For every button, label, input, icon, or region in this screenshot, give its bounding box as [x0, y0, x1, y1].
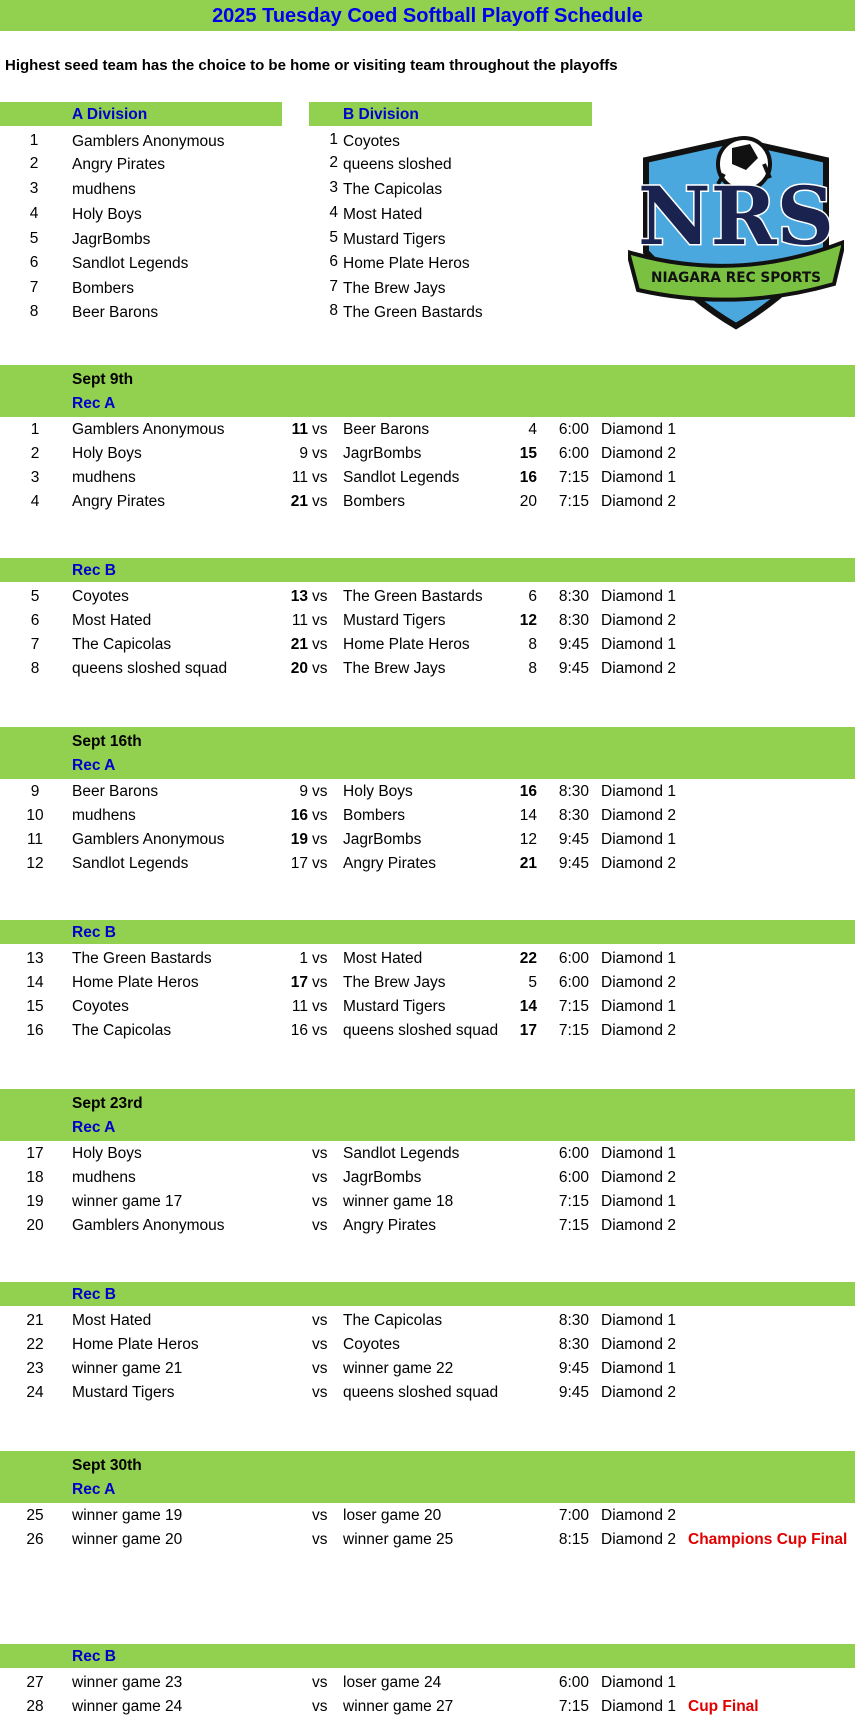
game-number: 26 — [26, 1531, 44, 1548]
game-field: Diamond 2 — [601, 855, 676, 872]
a-seed-number: 5 — [29, 230, 39, 247]
away-score: 8 — [528, 636, 537, 653]
section-header-bar — [0, 1644, 855, 1668]
game-field: Diamond 1 — [601, 1312, 676, 1329]
away-team: Most Hated — [343, 950, 423, 967]
away-team: Home Plate Heros — [343, 636, 470, 653]
a-seed-team: mudhens — [72, 181, 136, 198]
away-score: 15 — [519, 445, 537, 462]
game-number: 18 — [26, 1169, 44, 1186]
away-score: 16 — [519, 783, 537, 800]
game-field: Diamond 1 — [601, 998, 676, 1015]
away-team: The Capicolas — [343, 1312, 443, 1329]
away-score: 4 — [528, 421, 537, 438]
b-seed-number: 7 — [329, 278, 338, 295]
vs-label: vs — [312, 831, 328, 848]
home-team: Gamblers Anonymous — [72, 421, 225, 438]
away-team: queens sloshed squad — [343, 1384, 499, 1401]
home-score: 21 — [290, 636, 308, 653]
game-number: 8 — [30, 660, 40, 677]
away-team: Mustard Tigers — [343, 998, 446, 1015]
home-score: 9 — [299, 783, 308, 800]
game-time: 8:30 — [558, 1312, 589, 1329]
home-score: 19 — [290, 831, 308, 848]
vs-label: vs — [312, 950, 328, 967]
a-seed-number: 7 — [29, 279, 39, 296]
vs-label: vs — [312, 1384, 328, 1401]
game-time: 9:45 — [558, 855, 589, 872]
home-score: 1 — [299, 950, 308, 967]
away-score: 6 — [528, 588, 537, 605]
game-field: Diamond 1 — [601, 636, 676, 653]
b-division-label: B Division — [343, 106, 419, 123]
logo-letters: NRS — [638, 169, 834, 263]
home-team: Coyotes — [72, 998, 129, 1015]
game-number: 1 — [30, 421, 40, 438]
vs-label: vs — [312, 421, 328, 438]
game-time: 7:15 — [558, 1193, 589, 1210]
home-score: 9 — [299, 445, 308, 462]
away-score: 14 — [519, 998, 537, 1015]
game-field: Diamond 2 — [601, 612, 676, 629]
game-number: 10 — [26, 807, 44, 824]
game-number: 15 — [26, 998, 44, 1015]
home-score: 11 — [291, 469, 308, 486]
b-seed-number: 1 — [329, 131, 338, 148]
game-number: 17 — [26, 1145, 44, 1162]
game-number: 9 — [30, 783, 40, 800]
away-team: Holy Boys — [343, 783, 413, 800]
home-team: queens sloshed squad — [72, 660, 228, 677]
game-time: 6:00 — [558, 421, 589, 438]
away-score: 20 — [519, 493, 537, 510]
game-time: 6:00 — [558, 445, 589, 462]
game-number: 19 — [26, 1193, 44, 1210]
b-seed-number: 4 — [329, 204, 338, 221]
home-team: mudhens — [72, 469, 136, 486]
home-score: 11 — [291, 612, 308, 629]
game-field: Diamond 2 — [601, 1169, 676, 1186]
a-seed-number: 3 — [29, 180, 39, 197]
home-team: Angry Pirates — [72, 493, 166, 510]
vs-label: vs — [312, 998, 328, 1015]
home-score: 17 — [290, 855, 308, 872]
logo-banner-text: NIAGARA REC SPORTS — [651, 270, 821, 286]
home-score: 13 — [290, 588, 308, 605]
vs-label: vs — [312, 783, 328, 800]
b-seed-team: queens sloshed — [343, 156, 452, 173]
final-note: Champions Cup Final — [688, 1531, 848, 1548]
game-field: Diamond 1 — [601, 1674, 676, 1691]
section-header-bar — [0, 1282, 855, 1306]
game-number: 2 — [30, 445, 40, 462]
section-label: Rec A — [72, 395, 116, 412]
game-field: Diamond 2 — [601, 807, 676, 824]
game-field: Diamond 2 — [601, 660, 676, 677]
b-seed-team: The Green Bastards — [343, 304, 483, 321]
home-team: The Green Bastards — [72, 950, 212, 967]
game-field: Diamond 1 — [601, 469, 676, 486]
home-team: winner game 19 — [72, 1507, 183, 1524]
final-note: Cup Final — [688, 1698, 759, 1715]
away-team: Angry Pirates — [343, 855, 437, 872]
a-seed-number: 8 — [29, 303, 39, 320]
game-field: Diamond 2 — [601, 974, 676, 991]
game-time: 8:30 — [558, 783, 589, 800]
section-label: Rec A — [72, 1119, 116, 1136]
away-team: winner game 22 — [343, 1360, 454, 1377]
a-seed-number: 6 — [29, 254, 39, 271]
home-team: winner game 24 — [72, 1698, 183, 1715]
home-team: Mustard Tigers — [72, 1384, 175, 1401]
game-field: Diamond 2 — [601, 1336, 676, 1353]
home-score: 11 — [291, 421, 308, 438]
b-seed-number: 3 — [329, 179, 338, 196]
home-team: Beer Barons — [72, 783, 159, 800]
a-seed-number: 2 — [29, 155, 39, 172]
vs-label: vs — [312, 493, 328, 510]
game-time: 8:30 — [558, 588, 589, 605]
a-seed-team: Beer Barons — [72, 304, 159, 321]
vs-label: vs — [312, 588, 328, 605]
b-seed-number: 5 — [329, 229, 338, 246]
home-team: winner game 20 — [72, 1531, 183, 1548]
game-field: Diamond 2 — [601, 1384, 676, 1401]
away-score: 22 — [519, 950, 537, 967]
home-team: The Capicolas — [72, 636, 172, 653]
away-score: 14 — [519, 807, 537, 824]
away-team: Sandlot Legends — [343, 1145, 460, 1162]
away-score: 12 — [519, 831, 537, 848]
game-field: Diamond 1 — [601, 1360, 676, 1377]
home-team: winner game 17 — [72, 1193, 183, 1210]
b-seed-number: 2 — [329, 154, 338, 171]
away-team: The Green Bastards — [343, 588, 483, 605]
home-team: Holy Boys — [72, 445, 142, 462]
a-seed-team: Sandlot Legends — [72, 255, 189, 272]
home-team: winner game 21 — [72, 1360, 183, 1377]
game-time: 7:15 — [558, 469, 589, 486]
b-seed-team: The Capicolas — [343, 181, 443, 198]
away-team: Angry Pirates — [343, 1217, 437, 1234]
game-field: Diamond 1 — [601, 421, 676, 438]
game-field: Diamond 2 — [601, 1022, 676, 1039]
game-time: 7:00 — [558, 1507, 589, 1524]
away-score: 17 — [519, 1022, 537, 1039]
home-score: 11 — [291, 998, 308, 1015]
b-seed-number: 8 — [329, 302, 338, 319]
home-team: winner game 23 — [72, 1674, 183, 1691]
game-time: 6:00 — [558, 950, 589, 967]
vs-label: vs — [312, 855, 328, 872]
game-time: 8:15 — [558, 1531, 589, 1548]
game-number: 4 — [30, 493, 40, 510]
section-label: Rec B — [72, 1648, 116, 1665]
game-number: 25 — [26, 1507, 44, 1524]
vs-label: vs — [312, 1698, 328, 1715]
home-team: mudhens — [72, 807, 136, 824]
vs-label: vs — [312, 445, 328, 462]
game-time: 6:00 — [558, 974, 589, 991]
game-number: 28 — [26, 1698, 44, 1715]
week-date: Sept 9th — [72, 371, 134, 388]
vs-label: vs — [312, 1360, 328, 1377]
game-time: 9:45 — [558, 636, 589, 653]
b-seed-number: 6 — [329, 253, 338, 270]
game-time: 9:45 — [558, 660, 589, 677]
a-seed-team: JagrBombs — [72, 231, 151, 248]
game-number: 20 — [26, 1217, 44, 1234]
home-team: Coyotes — [72, 588, 129, 605]
section-header-bar — [0, 558, 855, 582]
away-team: JagrBombs — [343, 1169, 422, 1186]
vs-label: vs — [312, 660, 328, 677]
week-date: Sept 16th — [72, 733, 142, 750]
a-division-label: A Division — [72, 106, 148, 123]
section-label: Rec B — [72, 924, 116, 941]
game-number: 13 — [26, 950, 44, 967]
vs-label: vs — [312, 807, 328, 824]
game-time: 9:45 — [558, 1360, 589, 1377]
b-seed-team: Most Hated — [343, 206, 423, 223]
game-time: 8:30 — [558, 1336, 589, 1353]
vs-label: vs — [312, 1531, 328, 1548]
away-team: JagrBombs — [343, 831, 422, 848]
vs-label: vs — [312, 1312, 328, 1329]
away-team: winner game 18 — [343, 1193, 454, 1210]
a-seed-team: Gamblers Anonymous — [72, 133, 225, 150]
vs-label: vs — [312, 1507, 328, 1524]
game-field: Diamond 2 — [601, 1217, 676, 1234]
away-score: 12 — [519, 612, 537, 629]
home-team: Gamblers Anonymous — [72, 1217, 225, 1234]
away-score: 16 — [519, 469, 537, 486]
game-time: 6:00 — [558, 1674, 589, 1691]
vs-label: vs — [312, 1674, 328, 1691]
home-team: Most Hated — [72, 612, 152, 629]
section-header-bar — [0, 920, 855, 944]
home-team: Sandlot Legends — [72, 855, 189, 872]
game-time: 7:15 — [558, 493, 589, 510]
away-score: 5 — [528, 974, 537, 991]
away-team: loser game 20 — [343, 1507, 442, 1524]
vs-label: vs — [312, 469, 328, 486]
game-number: 16 — [26, 1022, 44, 1039]
home-team: Holy Boys — [72, 1145, 142, 1162]
away-team: winner game 27 — [343, 1698, 454, 1715]
game-number: 14 — [26, 974, 44, 991]
page-title: 2025 Tuesday Coed Softball Playoff Schedule — [212, 5, 643, 27]
section-label: Rec B — [72, 562, 116, 579]
seed-note: Highest seed team has the choice to be home or visiting team throughout the playoffs — [5, 57, 618, 74]
game-number: 12 — [26, 855, 44, 872]
home-team: mudhens — [72, 1169, 136, 1186]
section-label: Rec A — [72, 757, 116, 774]
game-field: Diamond 2 — [601, 493, 676, 510]
a-seed-team: Angry Pirates — [72, 156, 166, 173]
game-field: Diamond 1 — [601, 1698, 676, 1715]
game-time: 7:15 — [558, 1217, 589, 1234]
vs-label: vs — [312, 612, 328, 629]
home-score: 16 — [290, 807, 308, 824]
game-field: Diamond 2 — [601, 1507, 676, 1524]
week-date: Sept 23rd — [72, 1095, 143, 1112]
away-team: queens sloshed squad — [343, 1022, 499, 1039]
game-number: 6 — [30, 612, 40, 629]
b-seed-team: Mustard Tigers — [343, 231, 446, 248]
home-score: 17 — [290, 974, 308, 991]
vs-label: vs — [312, 1145, 328, 1162]
vs-label: vs — [312, 1217, 328, 1234]
away-team: Sandlot Legends — [343, 469, 460, 486]
away-team: Bombers — [343, 807, 406, 824]
vs-label: vs — [312, 1193, 328, 1210]
vs-label: vs — [312, 1022, 328, 1039]
b-seed-team: Coyotes — [343, 133, 400, 150]
a-seed-number: 1 — [29, 132, 39, 149]
game-field: Diamond 1 — [601, 831, 676, 848]
home-team: Home Plate Heros — [72, 1336, 199, 1353]
week-date: Sept 30th — [72, 1457, 142, 1474]
away-team: winner game 25 — [343, 1531, 454, 1548]
game-number: 23 — [26, 1360, 44, 1377]
home-team: Home Plate Heros — [72, 974, 199, 991]
section-label: Rec A — [72, 1481, 116, 1498]
game-time: 6:00 — [558, 1145, 589, 1162]
game-number: 5 — [30, 588, 40, 605]
game-time: 9:45 — [558, 1384, 589, 1401]
a-seed-team: Holy Boys — [72, 206, 142, 223]
away-team: Bombers — [343, 493, 406, 510]
game-number: 3 — [30, 469, 40, 486]
vs-label: vs — [312, 974, 328, 991]
game-field: Diamond 2 — [601, 445, 676, 462]
away-team: Mustard Tigers — [343, 612, 446, 629]
home-team: The Capicolas — [72, 1022, 172, 1039]
game-number: 11 — [26, 831, 44, 848]
away-team: JagrBombs — [343, 445, 422, 462]
a-seed-team: Bombers — [72, 280, 135, 297]
game-time: 9:45 — [558, 831, 589, 848]
home-team: Most Hated — [72, 1312, 152, 1329]
away-score: 8 — [528, 660, 537, 677]
away-score: 21 — [519, 855, 537, 872]
game-time: 7:15 — [558, 1022, 589, 1039]
game-time: 7:15 — [558, 1698, 589, 1715]
game-field: Diamond 1 — [601, 950, 676, 967]
nrs-logo — [628, 134, 844, 330]
game-number: 7 — [30, 636, 40, 653]
away-team: Coyotes — [343, 1336, 400, 1353]
home-score: 20 — [290, 660, 308, 677]
away-team: Beer Barons — [343, 421, 430, 438]
home-score: 21 — [290, 493, 308, 510]
game-number: 24 — [26, 1384, 44, 1401]
vs-label: vs — [312, 1336, 328, 1353]
game-field: Diamond 1 — [601, 1193, 676, 1210]
a-seed-number: 4 — [29, 205, 39, 222]
game-field: Diamond 1 — [601, 588, 676, 605]
game-field: Diamond 2 — [601, 1531, 676, 1548]
section-label: Rec B — [72, 1286, 116, 1303]
b-seed-team: The Brew Jays — [343, 280, 446, 297]
vs-label: vs — [312, 1169, 328, 1186]
game-field: Diamond 1 — [601, 783, 676, 800]
game-number: 27 — [26, 1674, 44, 1691]
b-seed-team: Home Plate Heros — [343, 255, 470, 272]
away-team: loser game 24 — [343, 1674, 442, 1691]
game-time: 6:00 — [558, 1169, 589, 1186]
away-team: The Brew Jays — [343, 974, 446, 991]
game-number: 21 — [26, 1312, 44, 1329]
game-time: 8:30 — [558, 807, 589, 824]
away-team: The Brew Jays — [343, 660, 446, 677]
game-time: 7:15 — [558, 998, 589, 1015]
game-field: Diamond 1 — [601, 1145, 676, 1162]
home-score: 16 — [290, 1022, 308, 1039]
game-number: 22 — [26, 1336, 44, 1353]
home-team: Gamblers Anonymous — [72, 831, 225, 848]
game-time: 8:30 — [558, 612, 589, 629]
vs-label: vs — [312, 636, 328, 653]
